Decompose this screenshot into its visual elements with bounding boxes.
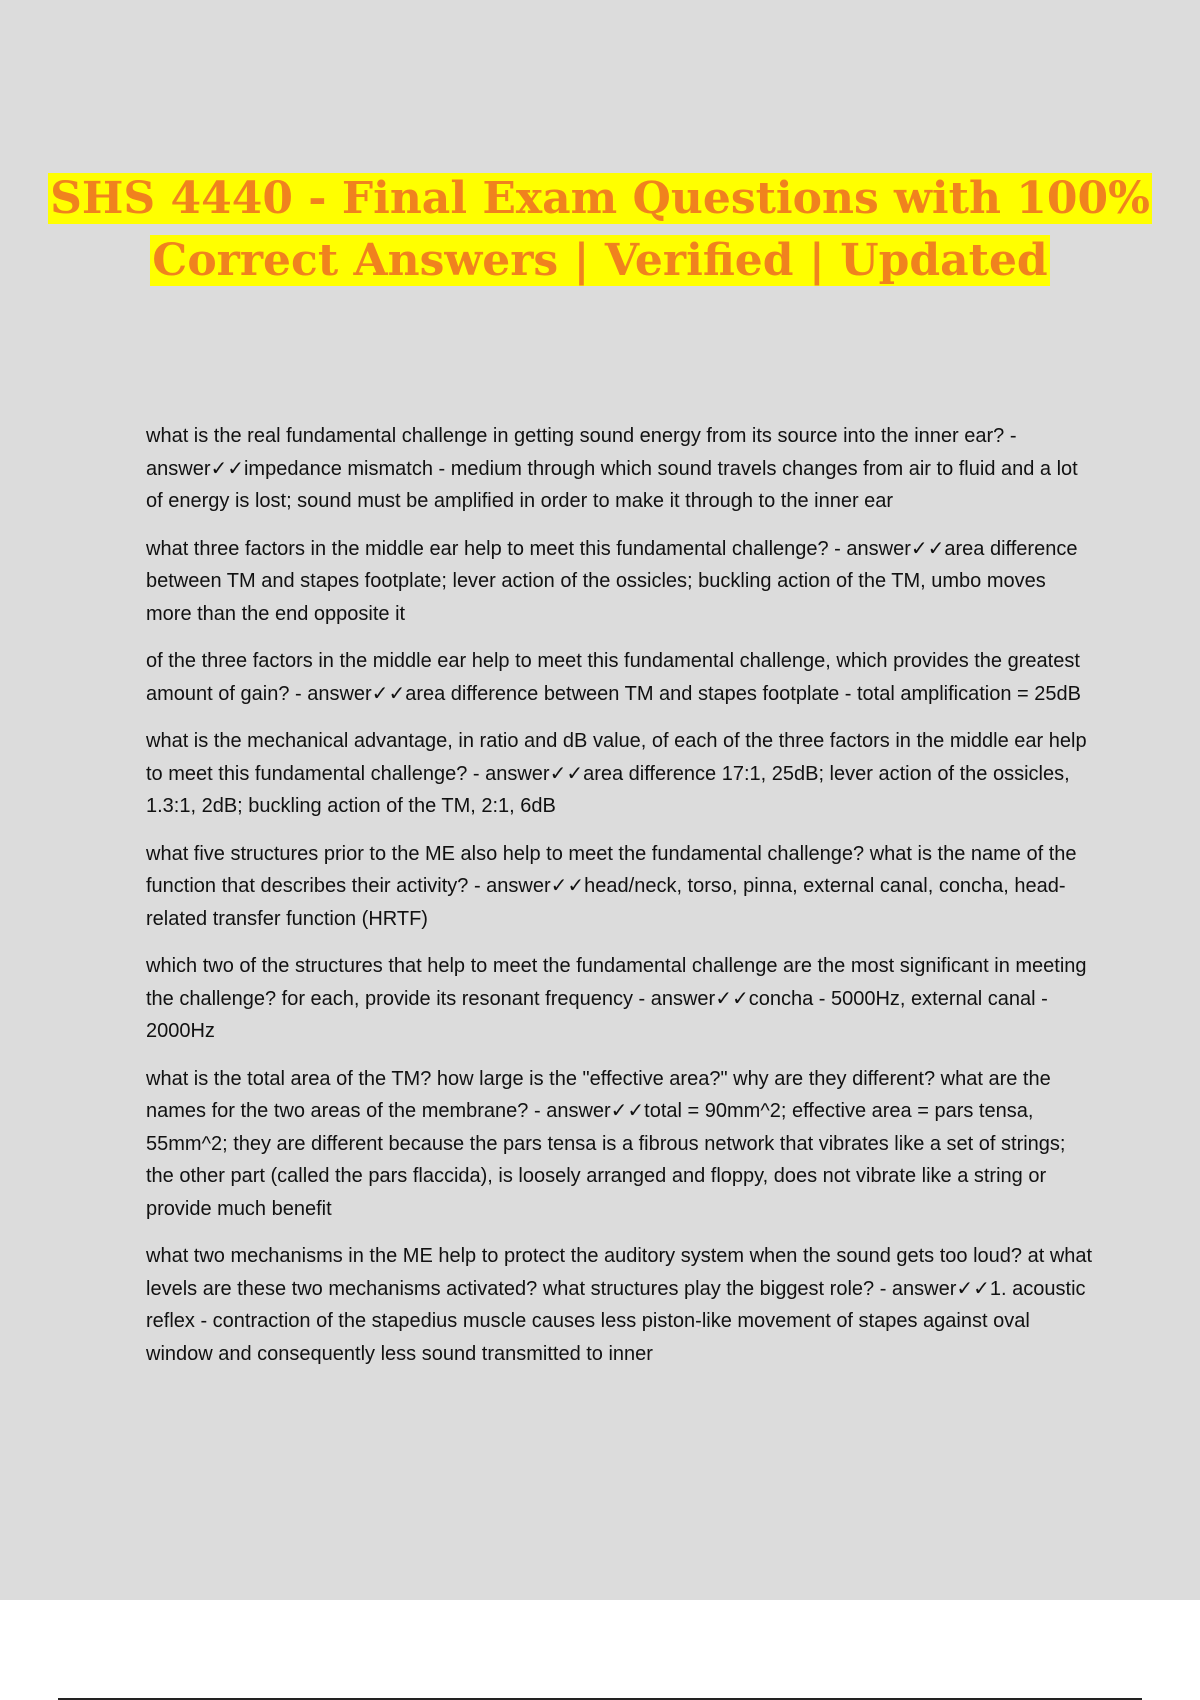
qa-item: what is the total area of the TM? how large is the "effective area?" why are they different? what are the names for the two areas of the membrane? - answer✓✓total = 90mm^2; effective area = pars tensa, 55mm^2; they are different because the pars tensa is a fibrous network that vibrates like a set of strings; the other part (called the pars flaccida), is loosely arranged and floppy, does not vibrate like a string or provide much benefit: [146, 1067, 1066, 1220]
document-title: [0, 168, 1200, 292]
qa-item: what three factors in the middle ear help to meet this fundamental challenge? - answer✓✓area difference between TM and stapes footplate; lever action of the ossicles; buckling action of the TM, umbo moves more than the end opposite it: [146, 537, 1078, 625]
qa-item: what five structures prior to the ME also help to meet the fundamental challenge? what is the name of the function that describes their activity? - answer✓✓head/neck, torso, pinna, external canal, concha, head-related transfer function (HRTF): [146, 842, 1077, 930]
qa-item: what is the mechanical advantage, in ratio and dB value, of each of the three factors in the middle ear help to meet this fundamental challenge? - answer✓✓area difference 17:1, 25dB; lever action of the ossicles, 1.3:1, 2dB; buckling action of the TM, 2:1, 6dB: [146, 730, 1087, 817]
qa-item: of the three factors in the middle ear help to meet this fundamental challenge, which provides the greatest amount of gain? - answer✓✓area difference between TM and stapes footplate - total amplification = 25dB: [146, 650, 1081, 705]
title-line-2: Correct Answers | Verified | Updated: [152, 235, 1048, 286]
qa-item: which two of the structures that help to meet the fundamental challenge are the most significant in meeting the challenge? for each, provide its resonant frequency - answer✓✓concha - 5000Hz, external canal - 2000Hz: [146, 955, 1087, 1042]
qa-item: what two mechanisms in the ME help to protect the auditory system when the sound gets too loud? at what levels are these two mechanisms activated? what structures play the biggest role? - answer✓✓1. acoustic reflex - contraction of the stapedius muscle causes less piston-like movement of stapes against oval window and consequently less sound transmitted to inner: [146, 1245, 1093, 1365]
title-line-1: SHS 4440 - Final Exam Questions with 100%: [50, 173, 1150, 224]
qa-item: what is the real fundamental challenge in getting sound energy from its source into the inner ear? - answer✓✓impedance mismatch - medium through which sound travels changes from air to fluid and a lot of energy is lost; sound must be amplified in order to make it through to the inner ear: [146, 425, 1078, 512]
qa-list: [146, 420, 1096, 1385]
